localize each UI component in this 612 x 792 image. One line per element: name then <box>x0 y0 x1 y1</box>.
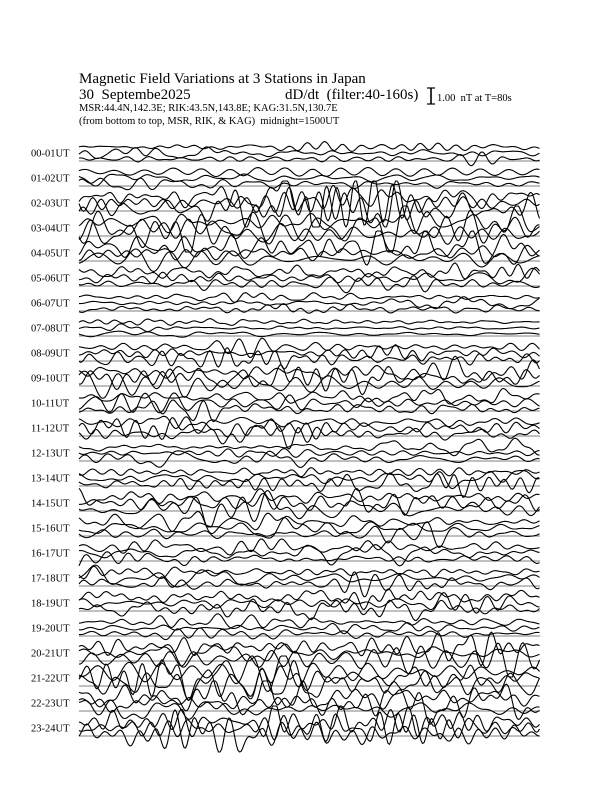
station-trace-rik <box>79 324 540 332</box>
station-trace-kag <box>79 512 540 534</box>
hour-label: 13-14UT <box>31 473 70 485</box>
hour-label: 20-21UT <box>31 648 70 660</box>
station-trace-msr <box>79 628 540 640</box>
chart-date: 30 Septembe2025 <box>79 87 191 103</box>
hour-label: 05-06UT <box>31 273 70 285</box>
station-trace-rik <box>79 565 540 587</box>
station-traces <box>79 142 540 752</box>
station-trace-kag <box>79 589 540 610</box>
station-trace-msr <box>79 348 540 369</box>
hour-label: 17-18UT <box>31 573 70 585</box>
station-trace-rik <box>79 365 540 395</box>
hour-label: 19-20UT <box>31 623 70 635</box>
station-trace-msr <box>79 710 540 752</box>
hour-label: 12-13UT <box>31 448 70 460</box>
hour-label: 16-17UT <box>31 548 70 560</box>
station-trace-rik <box>79 449 540 458</box>
hour-label: 07-08UT <box>31 323 70 335</box>
station-trace-msr <box>79 700 540 719</box>
station-trace-kag <box>79 614 540 629</box>
hour-label: 04-05UT <box>31 248 70 260</box>
station-coordinates: MSR:44.4N,142.3E; RIK:43.5N,143.8E; KAG:31.5N,130.7E <box>79 103 338 114</box>
station-trace-msr <box>79 249 540 272</box>
station-trace-msr <box>79 304 540 314</box>
chart-quantity: dD/dt (filter:40-160s) <box>285 87 419 103</box>
station-trace-msr <box>79 522 540 548</box>
station-trace-kag <box>79 416 540 433</box>
hour-label: 14-15UT <box>31 498 70 510</box>
hour-label: 06-07UT <box>31 298 70 310</box>
station-trace-rik <box>79 181 540 227</box>
station-trace-msr <box>79 426 540 449</box>
station-trace-kag <box>79 319 540 326</box>
station-trace-msr <box>79 152 540 166</box>
hour-label: 21-22UT <box>31 673 70 685</box>
hour-label: 00-01UT <box>31 148 70 160</box>
station-trace-kag <box>79 539 540 555</box>
hour-labels <box>31 149 70 735</box>
station-order-note: (from bottom to top, MSR, RIK, & KAG) midnight=1500UT <box>79 116 340 127</box>
station-trace-msr <box>79 552 540 566</box>
station-trace-rik <box>79 206 540 252</box>
station-trace-rik <box>79 268 540 284</box>
chart-title: Magnetic Field Variations at 3 Stations in Japan <box>79 71 366 87</box>
hour-label: 10-11UT <box>31 398 70 410</box>
station-trace-kag <box>79 142 540 152</box>
scale-bar-label: 1.00 nT at T=80s <box>437 93 512 104</box>
hour-label: 08-09UT <box>31 348 70 360</box>
hour-label: 02-03UT <box>31 198 70 210</box>
hour-label: 18-19UT <box>31 598 70 610</box>
hour-label: 11-12UT <box>31 423 70 435</box>
hour-label: 03-04UT <box>31 223 70 235</box>
station-trace-rik <box>79 593 540 614</box>
hour-label: 23-24UT <box>31 723 70 735</box>
station-trace-msr <box>79 181 540 227</box>
hour-label: 09-10UT <box>31 373 70 385</box>
station-trace-rik <box>79 174 540 186</box>
hour-label: 15-16UT <box>31 523 70 535</box>
hour-label: 22-23UT <box>31 698 70 710</box>
hour-label: 01-02UT <box>31 173 70 185</box>
station-trace-msr <box>79 572 540 597</box>
station-trace-rik <box>79 516 540 538</box>
station-trace-msr <box>79 276 540 293</box>
scale-bar <box>427 88 435 104</box>
station-trace-kag <box>79 632 540 666</box>
station-trace-kag <box>79 338 540 358</box>
station-trace-rik <box>79 684 540 724</box>
